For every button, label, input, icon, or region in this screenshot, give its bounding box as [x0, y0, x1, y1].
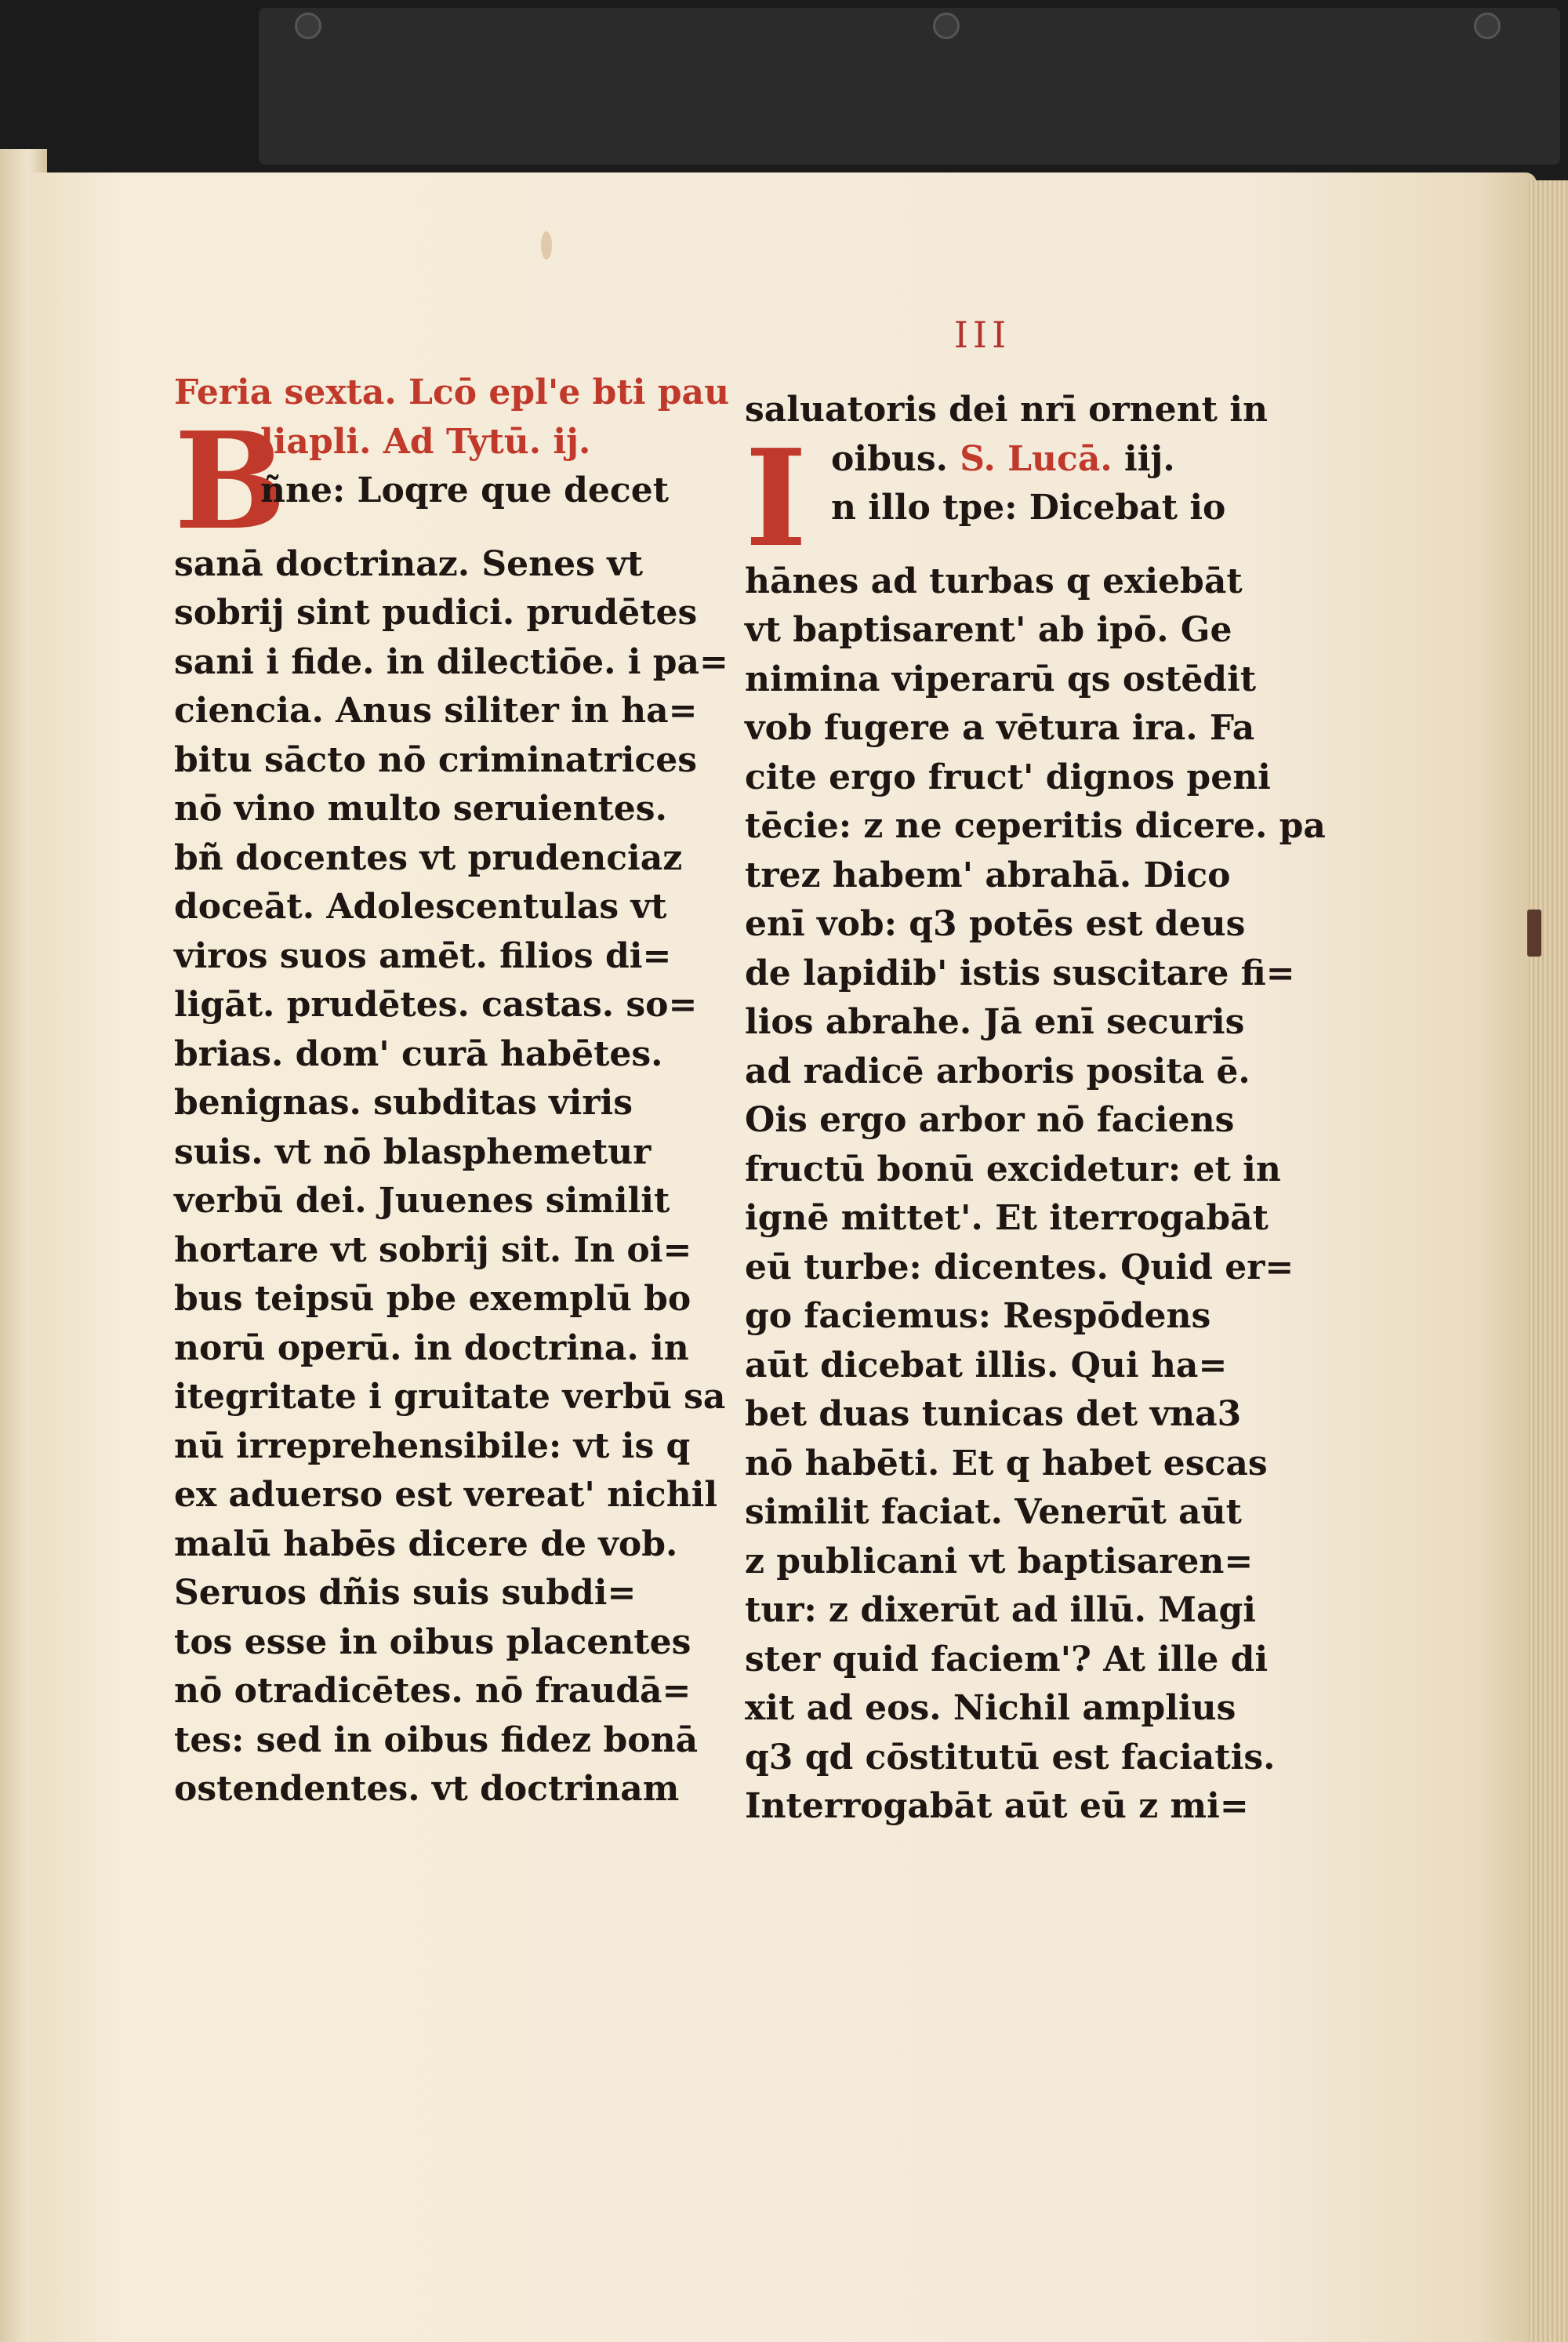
text-line: ñne: Loqre que decet	[260, 470, 670, 510]
page-stain	[541, 231, 552, 260]
rubric-heading: Feria sexta. Lcō epl'e bti pau	[174, 372, 730, 412]
text-line: de lapidib' istis suscitare fi=	[745, 953, 1295, 993]
text-line: tur: z dixerūt ad illū. Magi	[745, 1590, 1256, 1630]
text-line: nimina viperarū qs ostēdit	[745, 659, 1257, 699]
text-line: go faciemus: Respōdens	[745, 1296, 1211, 1336]
right-body-lines	[745, 557, 1326, 1832]
text-line: similit faciat. Venerūt aūt	[745, 1492, 1242, 1532]
text-line: vob fugere a vētura ira. Fa	[745, 708, 1255, 748]
text-line: bet duas tunicas det vna3	[745, 1394, 1242, 1434]
text-line: z publicani vt baptisaren=	[745, 1541, 1254, 1581]
text-line: tēcie: z ne ceperitis dicere. pa	[745, 806, 1326, 846]
text-line: bitu sācto nō criminatrices	[174, 739, 698, 780]
text-line: Ois ergo arbor nō faciens	[745, 1100, 1235, 1140]
text-line: lios abrahe. Jā enī securis	[745, 1002, 1245, 1042]
decorated-initial: I	[745, 419, 808, 577]
text-line: tes: sed in oibus fidez bonā	[174, 1719, 699, 1760]
text-line: benignas. subditas viris	[174, 1083, 633, 1123]
text-line: Interrogabāt aūt eū z mi=	[745, 1786, 1249, 1826]
text-line: trez habem' abrahā. Dico	[745, 855, 1231, 895]
text-line: vt baptisarent' ab ipō. Ge	[745, 610, 1232, 650]
decorated-initial: B	[174, 402, 287, 560]
text-line: oibus. S. Lucā. iij.	[831, 438, 1175, 479]
text-line: nō vino multo seruientes.	[174, 789, 667, 829]
text-line: verbū dei. Juuenes similit	[174, 1181, 670, 1221]
text-line: nō habēti. Et q habet escas	[745, 1443, 1268, 1483]
text-line: enī vob: q3 potēs est deus	[745, 904, 1246, 944]
text-line: viros suos amēt. filios di=	[174, 935, 672, 976]
camera-stand	[259, 8, 1560, 165]
text-line: eū turbe: dicentes. Quid er=	[745, 1247, 1294, 1287]
text-line: q3 qd cōstitutū est faciatis.	[745, 1737, 1276, 1777]
text-line: ignē mittet'. Et iterrogabāt	[745, 1198, 1269, 1238]
text-line: brias. dom' curā habētes.	[174, 1033, 663, 1074]
text-line: hānes ad turbas q exiebāt	[745, 561, 1243, 601]
text-line: ligāt. prudētes. castas. so=	[174, 985, 698, 1025]
text-line: sani i fide. in dilectiōe. i pa=	[174, 641, 728, 682]
text-line: bñ docentes vt prudenciaz	[174, 837, 683, 878]
text-line: n illo tpe: Dicebat io	[831, 488, 1226, 528]
text-line: suis. vt nō blasphemetur	[174, 1131, 652, 1172]
text-line: Seruos dñis suis subdi=	[174, 1573, 637, 1613]
text-line: aūt dicebat illis. Qui ha=	[745, 1345, 1228, 1385]
text-line: norū operū. in doctrina. in	[174, 1327, 689, 1368]
text-line: xit ad eos. Nichil amplius	[745, 1688, 1236, 1728]
text-line: sobrij sint pudici. prudētes	[174, 593, 698, 633]
text-line: ster quid faciem'? At ille di	[745, 1639, 1269, 1679]
page-fore-edge	[1529, 180, 1568, 2342]
text-line: ad radicē arboris posita ē.	[745, 1051, 1250, 1091]
text-line: cite ergo fruct' dignos peni	[745, 757, 1271, 797]
right-text-column	[745, 386, 1326, 1832]
text-line: bus teipsū pbe exemplū bo	[174, 1279, 691, 1319]
text-line: itegritate i gruitate verbū sa	[174, 1377, 726, 1417]
left-body-lines	[174, 540, 728, 1814]
left-text-column	[174, 369, 730, 1814]
text-line: malū habēs dicere de vob.	[174, 1523, 678, 1564]
screw-icon	[1474, 13, 1501, 39]
text-line: ostendentes. vt doctrinam	[174, 1769, 680, 1809]
text-line: tos esse in oibus placentes	[174, 1621, 691, 1662]
text-line: sanā doctrinaz. Senes vt	[174, 543, 644, 584]
screw-icon	[295, 13, 321, 39]
text-line: hortare vt sobrij sit. In oi=	[174, 1229, 692, 1270]
rubric-reference: liapli. Ad Tytū. ij.	[260, 421, 591, 462]
text-line: fructū bonū excidetur: et in	[745, 1149, 1281, 1189]
screw-icon	[933, 13, 960, 39]
text-line: saluatoris dei nrī ornent in	[745, 390, 1269, 430]
folio-number: III	[953, 314, 1011, 356]
text-line: nū irreprehensibile: vt is q	[174, 1425, 691, 1466]
rubric-reference: S. Lucā.	[960, 438, 1112, 479]
text-line: doceāt. Adolescentulas vt	[174, 887, 667, 927]
text-line: ex aduerso est vereat' nichil	[174, 1475, 718, 1515]
text-line: ciencia. Anus siliter in ha=	[174, 691, 698, 731]
text-line: nō otradicētes. nō fraudā=	[174, 1671, 691, 1711]
bookmark-tab	[1527, 910, 1541, 957]
